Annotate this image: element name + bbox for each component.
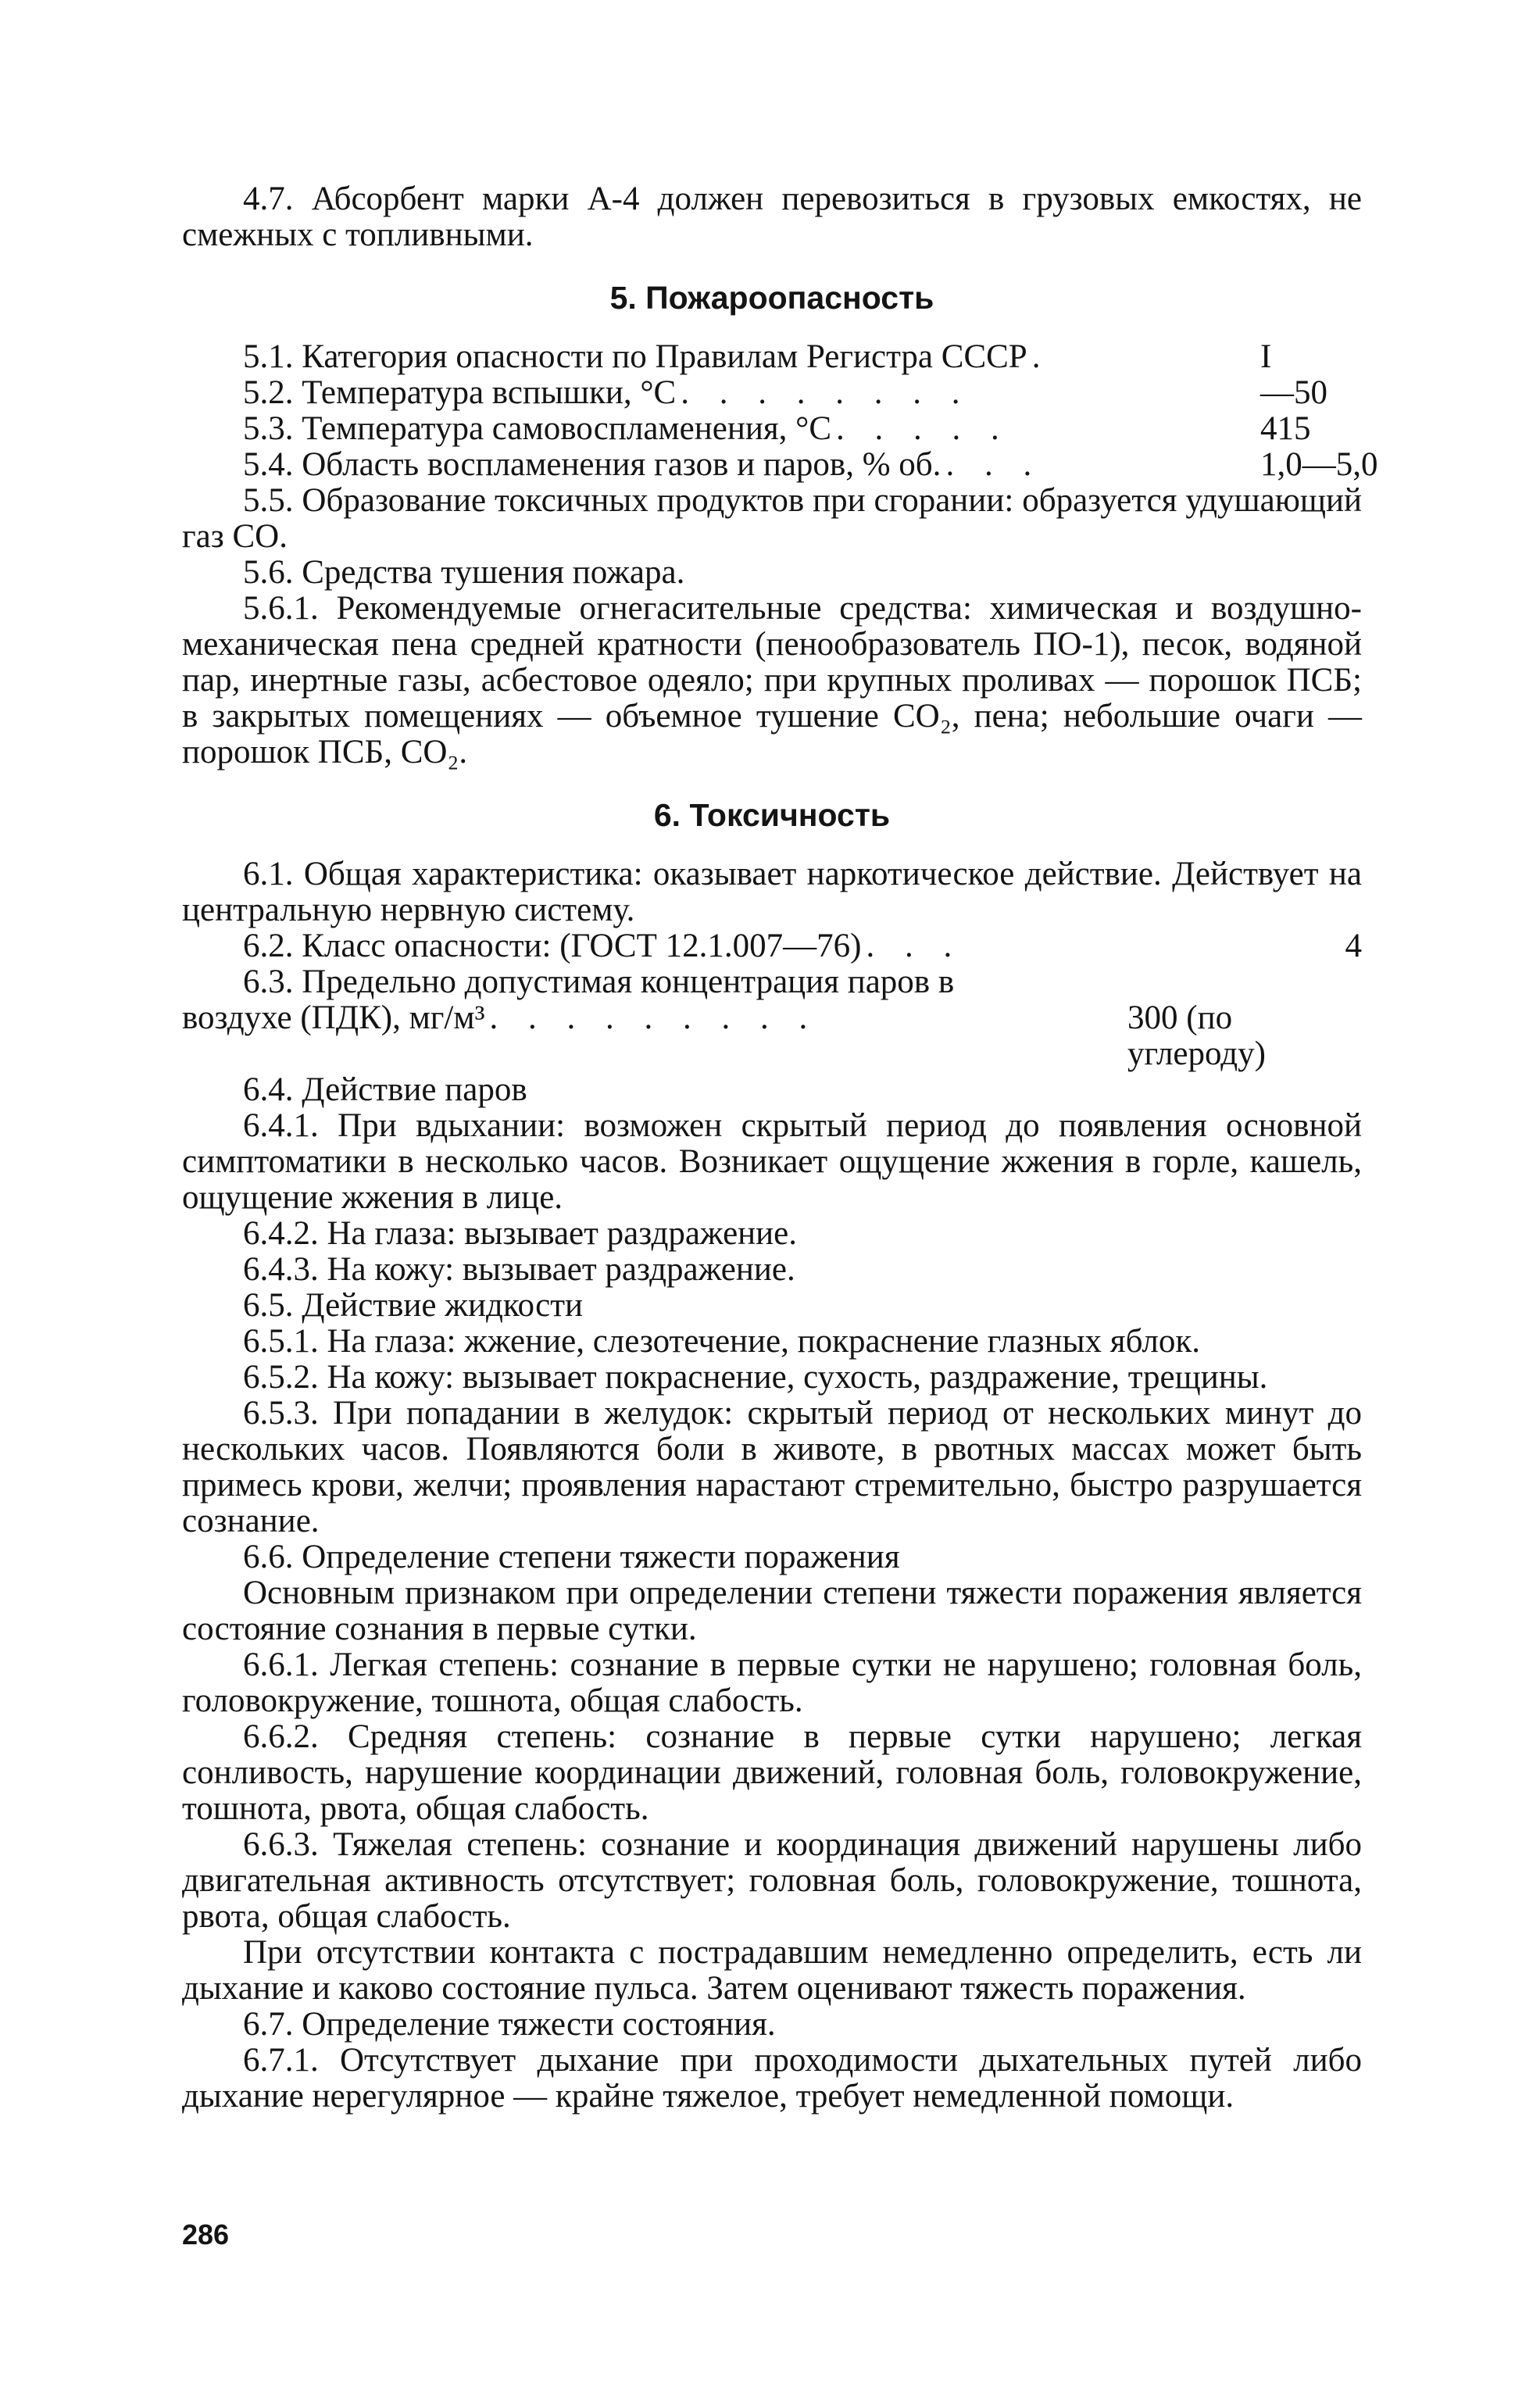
- paragraph-6-5: 6.5. Действие жидкости: [243, 1287, 583, 1324]
- paragraph-6-6-1: 6.6.1. Легкая степень: сознание в первые сутки не нарушено; головная боль, головокружение, тошнота, общая слабость.: [182, 1646, 1362, 1719]
- fire-item-5-2: [182, 375, 1362, 411]
- paragraph-5-6: 5.6. Средства тушения пожара.: [243, 554, 685, 591]
- paragraph-5-5: 5.5. Образование токсичных продуктов при сгорании: образуется удушающий газ СО.: [182, 482, 1362, 555]
- fire-item-value: I: [1260, 338, 1272, 375]
- pdk-label: воздухе (ПДК), мг/м³: [182, 999, 485, 1036]
- fire-item-value: 415: [1260, 410, 1311, 447]
- paragraph-4-7: 4.7. Абсорбент марки А-4 должен перевозиться в грузовых емкостях, не смежных с топливными.: [182, 181, 1362, 253]
- paragraph-6-6-2: 6.6.2. Средняя степень: сознание в первые сутки нарушено; легкая сонливость, нарушение координации движений, головная боль, головокружение, тошнота, рвота, общая слабость.: [182, 1718, 1362, 1827]
- paragraph-6-6: 6.6. Определение степени тяжести поражения: [243, 1539, 900, 1575]
- pdk-line: [182, 1000, 1362, 1072]
- dot-leader: . . . . . . . . .: [489, 1000, 819, 1036]
- paragraph-6-4: 6.4. Действие паров: [243, 1071, 527, 1108]
- paragraph-6-6-3: 6.6.3. Тяжелая степень: сознание и координация движений нарушены либо двигательная активность отсутствует; головная боль, головокружение, тошнота, рвота, общая слабость.: [182, 1826, 1362, 1935]
- paragraph-5-6-1: 5.6.1. Рекомендуемые огнегасительные средства: химическая и воздушно-механическая пена средней кратности (пенообразователь ПО-1), песок, водяной пар, инертные газы, асбестовое одеяло; при крупных проливах — порошок ПСБ; в закрытых помещениях — объемное тушение СО₂, пена; небольшие очаги — порошок ПСБ, СО₂.: [182, 590, 1362, 770]
- hazard-class-label: 6.2. Класс опасности: (ГОСТ 12.1.007—76): [243, 928, 862, 964]
- paragraph-6-3: 6.3. Предельно допустимая концентрация паров в: [243, 964, 955, 1000]
- fire-item-5-3: [182, 411, 1362, 447]
- dot-leader: . . . . . . . .: [681, 375, 971, 411]
- fire-item-label: 5.1. Категория опасности по Правилам Регистра СССР: [243, 338, 1027, 375]
- paragraph-6-4-1: 6.4.1. При вдыхании: возможен скрытый период до появления основной симптоматики в несколько часов. Возникает ощущение жжения в горле, кашель, ощущение жжения в лице.: [182, 1107, 1362, 1216]
- fire-item-label: 5.3. Температура самовоспламенения, °С: [243, 410, 832, 447]
- hazard-class-value: 4: [1345, 928, 1362, 964]
- dot-leader: . . .: [866, 928, 963, 964]
- dot-leader: .: [1031, 339, 1052, 375]
- pdk-value: 300 (по углероду): [1127, 999, 1266, 1072]
- dot-leader: . . . . .: [836, 411, 1010, 447]
- paragraph-contact: При отсутствии контакта с пострадавшим немедленно определить, есть ли дыхание и каково состояние пульса. Затем оценивают тяжесть поражения.: [182, 1934, 1362, 2007]
- fire-item-label: 5.4. Область воспламенения газов и паров, % об.: [243, 446, 942, 483]
- paragraph-6-7: 6.7. Определение тяжести состояния.: [243, 2006, 776, 2043]
- paragraph-6-5-2: 6.5.2. На кожу: вызывает покраснение, сухость, раздражение, трещины.: [243, 1359, 1268, 1396]
- fire-item-5-4: [182, 446, 1378, 483]
- dot-leader: . . .: [945, 447, 1043, 483]
- fire-item-label: 5.2. Температура вспышки, °С: [243, 374, 677, 411]
- paragraph-6-6-main: Основным признаком при определении степени тяжести поражения является состояние сознания в первые сутки.: [182, 1575, 1362, 1647]
- paragraph-6-4-2: 6.4.2. На глаза: вызывает раздражение.: [243, 1215, 798, 1252]
- paragraph-6-1: 6.1. Общая характеристика: оказывает наркотическое действие. Действует на центральную нервную систему.: [182, 856, 1362, 928]
- section-heading-fire-hazard: 5. Пожароопасность: [609, 280, 934, 316]
- page-number: 286: [182, 2218, 230, 2251]
- paragraph-6-7-1: 6.7.1. Отсутствует дыхание при проходимости дыхательных путей либо дыхание нерегулярное — крайне тяжелое, требует немедленной помощи.: [182, 2042, 1362, 2115]
- fire-item-value: 1,0—5,0: [1260, 446, 1378, 483]
- hazard-class-line: [182, 928, 1362, 964]
- paragraph-6-5-3: 6.5.3. При попадании в желудок: скрытый период от нескольких минут до нескольких часов. Появляются боли в животе, в рвотных массах может быть примесь крови, желчи; проявления нарастают стремительно, быстро разрушается сознание.: [182, 1395, 1362, 1539]
- paragraph-6-4-3: 6.4.3. На кожу: вызывает раздражение.: [243, 1251, 795, 1288]
- fire-item-5-1: [182, 339, 1362, 375]
- fire-item-value: —50: [1260, 374, 1327, 411]
- paragraph-6-5-1: 6.5.1. На глаза: жжение, слезотечение, покраснение глазных яблок.: [243, 1323, 1200, 1360]
- section-heading-toxicity: 6. Токсичность: [653, 797, 891, 833]
- document-page: [182, 181, 1378, 2115]
